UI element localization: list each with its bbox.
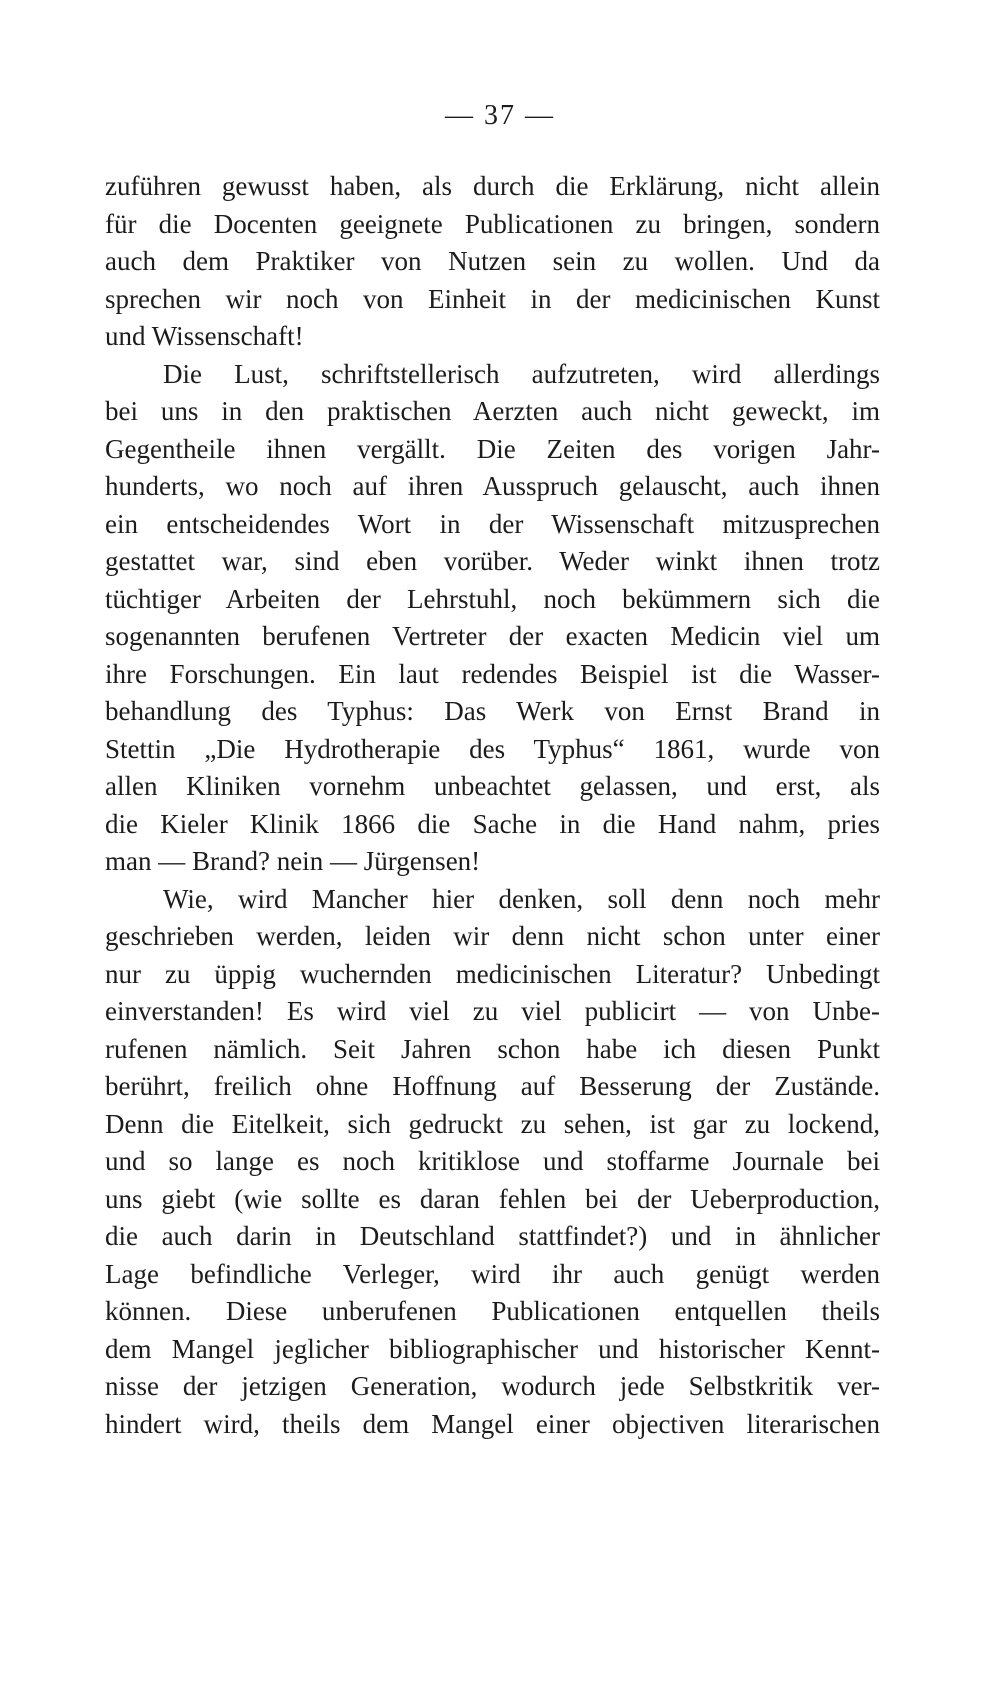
text-line: einverstanden! Es wird viel zu viel publicirt — von Unbe-	[105, 996, 880, 1026]
text-line: die auch darin in Deutschland stattfindet?) und in ähnlicher	[105, 1221, 880, 1251]
text-line: rufenen nämlich. Seit Jahren schon habe ich diesen Punkt	[105, 1033, 880, 1064]
text-line: Denn die Eitelkeit, sich gedruckt zu sehen, ist gar zu lockend,	[105, 1108, 880, 1139]
text-line: gestattet war, sind eben vorüber. Weder winkt ihnen trotz	[105, 546, 880, 576]
text-line: tüchtiger Arbeiten der Lehrstuhl, noch bekümmern sich die	[105, 583, 880, 614]
text-line: ein entscheidendes Wort in der Wissenschaft mitzusprechen	[105, 508, 880, 539]
text-line: Stettin „Die Hydrotherapie des Typhus“ 1861, wurde von	[105, 733, 880, 764]
text-line: für die Docenten geeignete Publicationen zu bringen, sondern	[105, 208, 880, 239]
text-line: nur zu üppig wuchernden medicinischen Literatur? Unbedingt	[105, 958, 880, 989]
text-line: nisse der jetzigen Generation, wodurch jede Selbstkritik ver-	[105, 1371, 880, 1401]
text-line: sogenannten berufenen Vertreter der exacten Medicin viel um	[105, 621, 880, 651]
text-line: sprechen wir noch von Einheit in der medicinischen Kunst	[105, 283, 880, 314]
text-line: die Kieler Klinik 1866 die Sache in die Hand nahm, pries	[105, 808, 880, 839]
text-line: behandlung des Typhus: Das Werk von Ernst Brand in	[105, 696, 880, 726]
text-line: hindert wird, theils dem Mangel einer objectiven literarischen	[105, 1408, 880, 1439]
text-line: dem Mangel jeglicher bibliographischer und historischer Kennt-	[105, 1333, 880, 1364]
text-line: Gegentheile ihnen vergällt. Die Zeiten des vorigen Jahr-	[105, 433, 880, 464]
text-line: allen Kliniken vornehm unbeachtet gelassen, und erst, als	[105, 771, 880, 801]
text-line: können. Diese unberufenen Publicationen entquellen theils	[105, 1296, 880, 1326]
paragraph-start-line: Wie, wird Mancher hier denken, soll denn noch mehr	[163, 883, 880, 914]
text-line: uns giebt (wie sollte es daran fehlen bei der Ueberproduction,	[105, 1183, 880, 1214]
text-line: und so lange es noch kritiklose und stoffarme Journale bei	[105, 1146, 880, 1176]
body-text	[105, 168, 880, 1443]
text-line: hunderts, wo noch auf ihren Ausspruch gelauscht, auch ihnen	[105, 471, 880, 501]
text-line: berührt, freilich ohne Hoffnung auf Besserung der Zustände.	[105, 1071, 880, 1101]
text-line: zuführen gewusst haben, als durch die Erklärung, nicht allein	[105, 171, 880, 201]
text-line: Lage befindliche Verleger, wird ihr auch genügt werden	[105, 1258, 880, 1289]
text-line: ihre Forschungen. Ein laut redendes Beispiel ist die Wasser-	[105, 658, 880, 689]
text-line: geschrieben werden, leiden wir denn nicht schon unter einer	[105, 921, 880, 951]
text-line: auch dem Praktiker von Nutzen sein zu wollen. Und da	[105, 246, 880, 276]
text-line: man — Brand? nein — Jürgensen!	[105, 846, 481, 876]
page-number: — 37 —	[445, 100, 555, 131]
text-line: und Wissenschaft!	[105, 321, 304, 351]
text-line: bei uns in den praktischen Aerzten auch nicht geweckt, im	[105, 396, 880, 426]
paragraph-start-line: Die Lust, schriftstellerisch aufzutreten, wird allerdings	[163, 358, 880, 389]
